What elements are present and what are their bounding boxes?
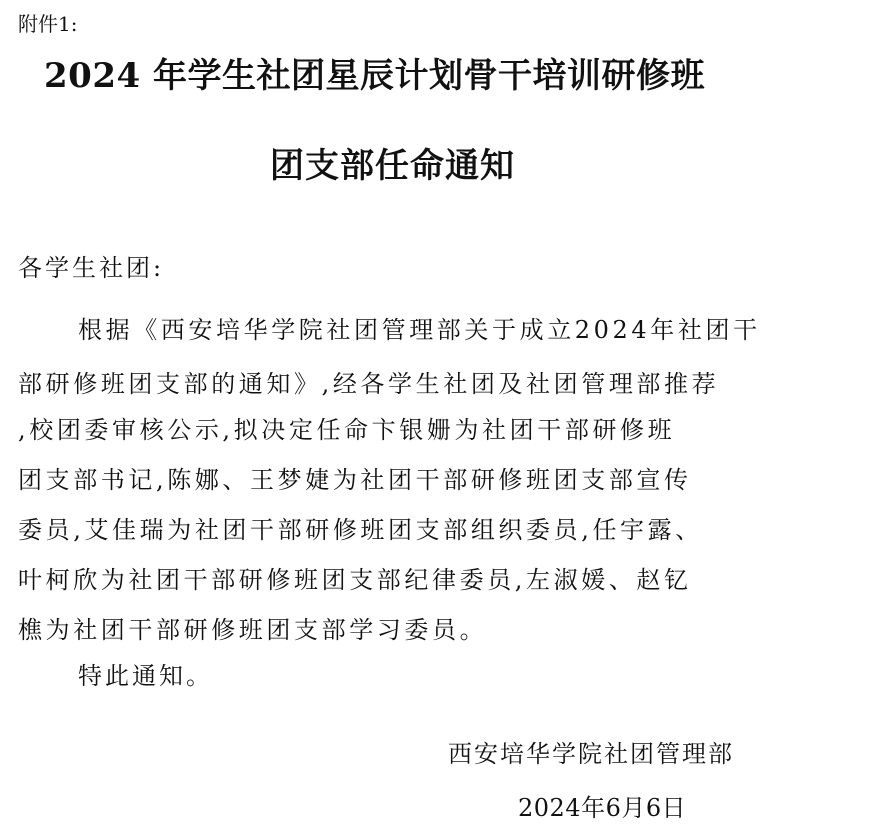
body-line-7: 樵为社团干部研修班团支部学习委员。 [18,616,488,644]
body-line-4: 团支部书记,陈娜、王梦婕为社团干部研修班团支部宣传 [18,466,692,494]
document-title-line-1: 2024 年学生社团星辰计划骨干培训研修班 [44,56,705,96]
body-line-3: ,校团委审核公示,拟决定任命卞银姗为社团干部研修班 [18,416,676,444]
salutation: 各学生社团: [18,254,165,282]
body-line-2: 部研修班团支部的通知》,经各学生社团及社团管理部推荐 [18,370,720,398]
document-title-line-2: 团支部任命通知 [270,146,515,186]
signature-date: 2024年6月6日 [518,794,687,822]
signature-organization: 西安培华学院社团管理部 [448,740,734,768]
body-line-6: 叶柯欣为社团干部研修班团支部纪律委员,左淑媛、赵钇 [18,566,692,594]
closing-line: 特此通知。 [78,662,213,690]
body-line-1: 根据《西安培华学院社团管理部关于成立2024年社团干 [78,316,761,344]
attachment-label: 附件1: [18,12,78,36]
body-line-5: 委员,艾佳瑞为社团干部研修班团支部组织委员,任宇露、 [18,516,703,544]
